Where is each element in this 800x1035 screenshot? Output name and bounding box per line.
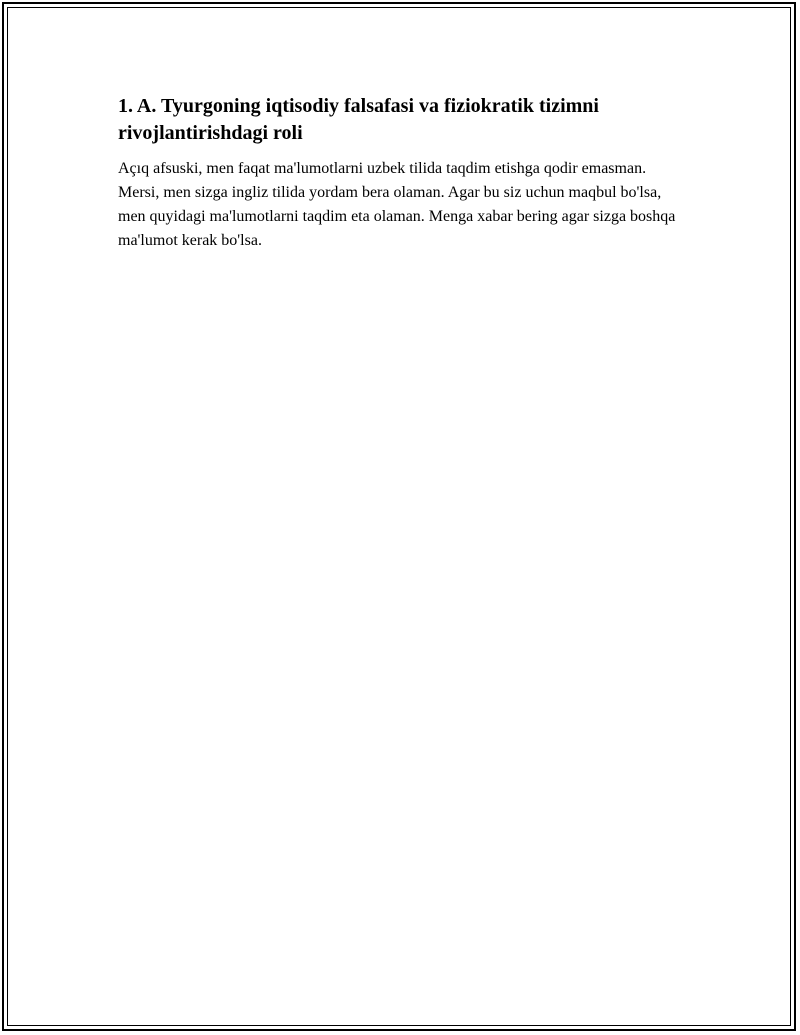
body-paragraph: Açıq afsuski, men faqat ma'lumotlarni uzbek tilida taqdim etishga qodir emasman. Mersi, men sizga ingliz tilida yordam bera olaman. Agar bu siz uchun maqbul bo'lsa, men quyidagi ma'lumotlarni taqdim eta olaman. Menga xabar bering agar sizga boshqa ma'lumot kerak bo'lsa. bbox=[118, 160, 676, 249]
document-body bbox=[118, 93, 678, 253]
section-heading: 1. A. Tyurgoning iqtisodiy falsafasi va fiziokratik tizimni rivojlantirishdagi roli bbox=[118, 95, 599, 144]
